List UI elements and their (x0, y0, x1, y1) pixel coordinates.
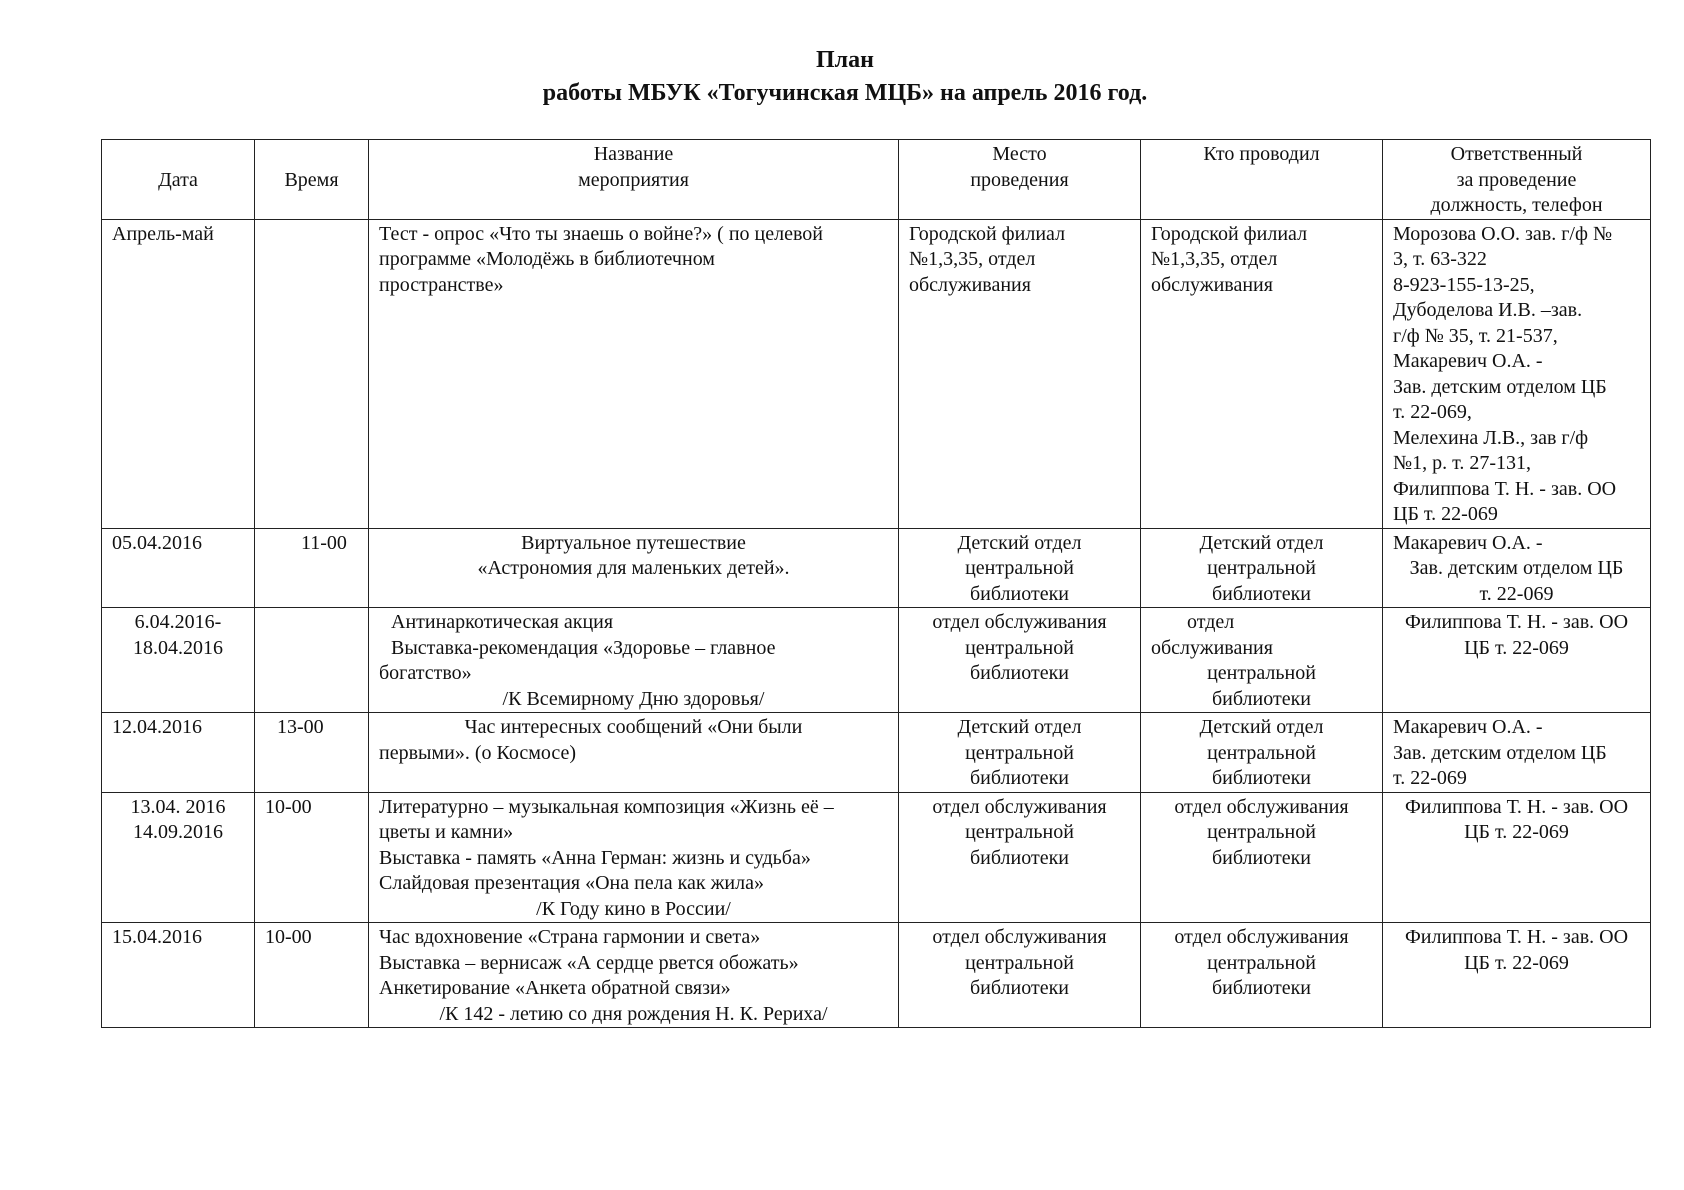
header-responsible: Ответственный за проведение должность, телефон (1383, 140, 1651, 220)
cell-place: отдел обслуживания центральной библиотеки (899, 608, 1141, 713)
header-time: Время (255, 140, 369, 220)
plan-table (101, 139, 1651, 1028)
cell-conducted-by: отдел обслуживания центральной библиотеки (1141, 792, 1383, 923)
cell-date: 13.04. 2016 14.09.2016 (102, 792, 255, 923)
header-event-name: Название мероприятия (369, 140, 899, 220)
cell-responsible: Филиппова Т. Н. - зав. ОО ЦБ т. 22-069 (1383, 792, 1651, 923)
cell-responsible: Макаревич О.А. - Зав. детским отделом ЦБ т. 22-069 (1383, 713, 1651, 793)
cell-responsible: Морозова О.О. зав. г/ф № 3, т. 63-322 8-923-155-13-25, Дубоделова И.В. –зав. г/ф № 35, т. 21-537, Макаревич О.А. - Зав. детским отделом ЦБ т. 22-069, Мелехина Л.В., зав г/ф №1, р. т. 27-131, Филиппова Т. Н. - зав. ОО ЦБ т. 22-069 (1383, 219, 1651, 528)
table-row (102, 528, 1651, 608)
cell-event-name: Виртуальное путешествие «Астрономия для маленьких детей». (369, 528, 899, 608)
cell-event-name: Час интересных сообщений «Они были первыми». (о Космосе) (369, 713, 899, 793)
cell-event-name: Час вдохновение «Страна гармонии и света» Выставка – вернисаж «А сердце рвется обожать» Анкетирование «Анкета обратной связи» /К 142 - летию со дня рождения Н. К. Рериха/ (369, 923, 899, 1028)
cell-event-name: Антинаркотическая акция Выставка-рекомендация «Здоровье – главное богатство» /К Всемирному Дню здоровья/ (369, 608, 899, 713)
header-place: Место проведения (899, 140, 1141, 220)
table-row (102, 923, 1651, 1028)
cell-date: Апрель-май (102, 219, 255, 528)
cell-event-name: Литературно – музыкальная композиция «Жизнь её – цветы и камни» Выставка - память «Анна Герман: жизнь и судьба» Слайдовая презентация «Она пела как жила» /К Году кино в России/ (369, 792, 899, 923)
header-row (102, 140, 1651, 220)
document-title: План (816, 47, 874, 73)
cell-conducted-by: отдел обслуживания центральной библиотеки (1141, 923, 1383, 1028)
cell-time: 10-00 (255, 792, 369, 923)
cell-place: Детский отдел центральной библиотеки (899, 528, 1141, 608)
cell-date: 05.04.2016 (102, 528, 255, 608)
cell-time: 10-00 (255, 923, 369, 1028)
cell-place: отдел обслуживания центральной библиотеки (899, 792, 1141, 923)
cell-responsible: Филиппова Т. Н. - зав. ОО ЦБ т. 22-069 (1383, 923, 1651, 1028)
table-row (102, 219, 1651, 528)
cell-time: 13-00 (255, 713, 369, 793)
cell-time (255, 608, 369, 713)
cell-date: 6.04.2016- 18.04.2016 (102, 608, 255, 713)
cell-responsible: Филиппова Т. Н. - зав. ОО ЦБ т. 22-069 (1383, 608, 1651, 713)
table-row (102, 792, 1651, 923)
cell-time: 11-00 (255, 528, 369, 608)
cell-date: 12.04.2016 (102, 713, 255, 793)
table-row (102, 608, 1651, 713)
table-row (102, 713, 1651, 793)
cell-event-name: Тест - опрос «Что ты знаешь о войне?» ( по целевой программе «Молодёжь в библиотечном пространстве» (369, 219, 899, 528)
cell-date: 15.04.2016 (102, 923, 255, 1028)
cell-place: Городской филиал №1,3,35, отдел обслуживания (899, 219, 1141, 528)
cell-place: Детский отдел центральной библиотеки (899, 713, 1141, 793)
cell-conducted-by: Детский отдел центральной библиотеки (1141, 528, 1383, 608)
cell-responsible: Макаревич О.А. - Зав. детским отделом ЦБ т. 22-069 (1383, 528, 1651, 608)
cell-conducted-by: Детский отдел центральной библиотеки (1141, 713, 1383, 793)
cell-time (255, 219, 369, 528)
header-conducted-by: Кто проводил (1141, 140, 1383, 220)
cell-place: отдел обслуживания центральной библиотеки (899, 923, 1141, 1028)
document-subtitle: работы МБУК «Тогучинская МЦБ» на апрель 2016 год. (542, 80, 1148, 106)
cell-conducted-by: отдел обслуживания центральной библиотеки (1141, 608, 1383, 713)
header-date: Дата (102, 140, 255, 220)
cell-conducted-by: Городской филиал №1,3,35, отдел обслуживания (1141, 219, 1383, 528)
